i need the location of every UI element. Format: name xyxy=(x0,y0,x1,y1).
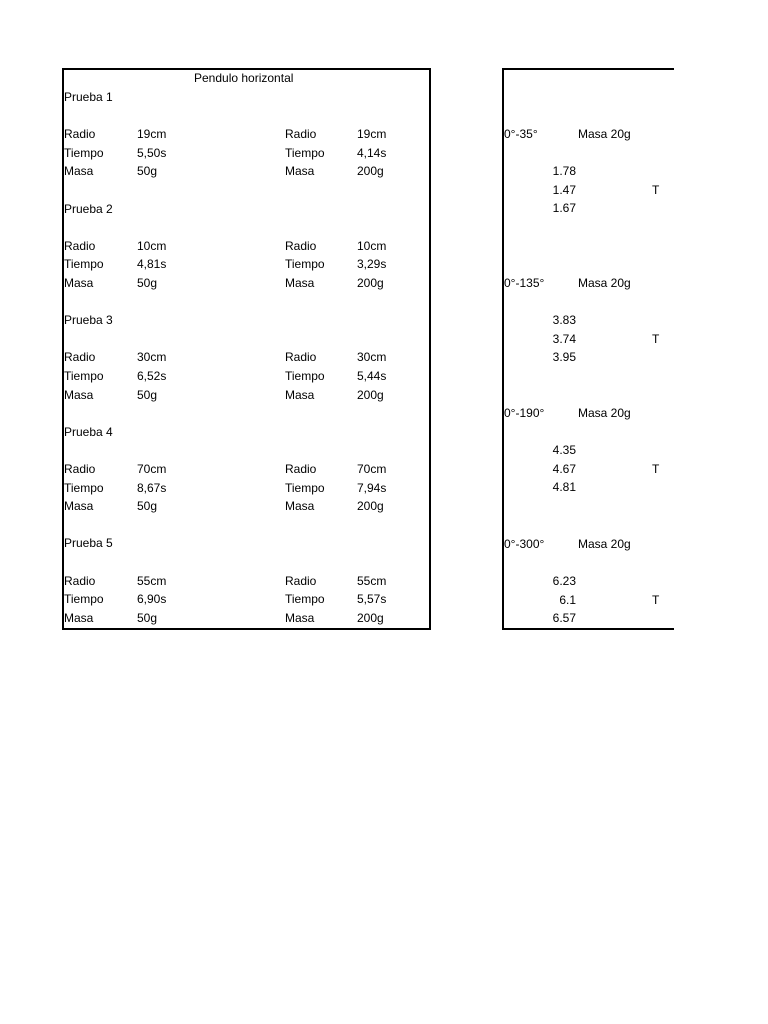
row-value: 50g xyxy=(137,499,158,514)
period-label: T xyxy=(652,182,660,197)
mass-label: Masa 20g xyxy=(578,406,631,420)
row-label: Tiempo xyxy=(285,369,325,383)
row-value: 30cm xyxy=(137,350,167,365)
row-label: Radio xyxy=(64,127,96,142)
angle-range: 0°-300° xyxy=(504,537,545,551)
measured-value: 1.67 xyxy=(552,201,576,216)
row-label: Masa xyxy=(64,610,94,625)
row-label: Radio xyxy=(64,573,96,588)
row-label: Masa xyxy=(285,164,315,179)
test-label: Prueba 3 xyxy=(64,313,113,328)
period-label: T xyxy=(652,331,660,346)
row-label: Masa xyxy=(64,164,94,179)
angle-range: 0°-35° xyxy=(504,127,538,141)
measured-value: 1.47 xyxy=(552,182,576,197)
row-value: 19cm xyxy=(137,127,167,142)
row-label: Tiempo xyxy=(285,257,325,272)
measured-value: 1.78 xyxy=(552,164,576,179)
row-value: 19cm xyxy=(357,127,387,142)
row-label: Tiempo xyxy=(285,145,325,160)
measured-value: 4.81 xyxy=(552,480,576,495)
row-value: 10cm xyxy=(137,238,167,253)
row-value: 4,14s xyxy=(357,145,387,160)
row-label: Radio xyxy=(285,573,317,588)
row-label: Tiempo xyxy=(64,145,104,160)
mass-label: Masa 20g xyxy=(578,127,631,141)
measured-value: 3.83 xyxy=(552,313,576,328)
row-value: 30cm xyxy=(357,350,387,365)
row-label: Tiempo xyxy=(64,369,104,383)
table-title: Pendulo horizontal xyxy=(194,71,294,85)
row-label: Radio xyxy=(64,350,96,365)
row-label: Masa xyxy=(285,610,315,625)
row-value: 200g xyxy=(357,610,384,625)
row-value: 70cm xyxy=(137,462,167,476)
row-value: 70cm xyxy=(357,462,387,476)
mass-label: Masa 20g xyxy=(578,537,631,551)
angle-range: 0°-190° xyxy=(504,406,545,420)
test-label: Prueba 1 xyxy=(64,90,113,104)
row-value: 50g xyxy=(137,276,158,290)
row-value: 50g xyxy=(137,387,158,402)
row-value: 200g xyxy=(357,164,384,179)
row-value: 6,52s xyxy=(137,369,167,383)
row-label: Radio xyxy=(285,462,317,476)
row-value: 3,29s xyxy=(357,257,387,272)
row-value: 5,57s xyxy=(357,592,387,607)
row-label: Masa xyxy=(64,499,94,514)
test-label: Prueba 4 xyxy=(64,424,113,439)
row-label: Masa xyxy=(64,387,94,402)
angle-range: 0°-135° xyxy=(504,276,545,290)
row-label: Masa xyxy=(285,499,315,514)
row-label: Radio xyxy=(64,238,96,253)
row-label: Radio xyxy=(285,350,317,365)
row-label: Radio xyxy=(64,462,96,476)
row-label: Masa xyxy=(64,276,94,290)
test-label: Prueba 5 xyxy=(64,536,113,551)
row-label: Tiempo xyxy=(285,592,325,607)
row-label: Tiempo xyxy=(64,480,104,495)
row-label: Masa xyxy=(285,276,315,290)
row-value: 55cm xyxy=(357,573,387,588)
row-value: 50g xyxy=(137,610,158,625)
period-label: T xyxy=(652,461,660,476)
row-value: 55cm xyxy=(137,573,167,588)
row-label: Tiempo xyxy=(64,257,104,272)
row-value: 7,94s xyxy=(357,480,387,495)
period-label: T xyxy=(652,592,660,607)
row-label: Masa xyxy=(285,387,315,402)
mass-label: Masa 20g xyxy=(578,276,631,290)
measured-value: 6.57 xyxy=(552,611,576,626)
row-label: Radio xyxy=(285,127,317,142)
measured-value: 3.74 xyxy=(552,331,576,346)
measured-value: 4.67 xyxy=(552,461,576,476)
row-value: 5,50s xyxy=(137,145,167,160)
row-value: 200g xyxy=(357,387,384,402)
row-label: Tiempo xyxy=(285,480,325,495)
row-value: 4,81s xyxy=(137,257,167,272)
measured-value: 4.35 xyxy=(552,443,576,458)
measured-value: 6.23 xyxy=(552,574,576,589)
row-value: 200g xyxy=(357,276,384,290)
row-value: 200g xyxy=(357,499,384,514)
row-value: 10cm xyxy=(357,238,387,253)
row-value: 5,44s xyxy=(357,369,387,383)
measured-value: 6.1 xyxy=(559,592,576,607)
test-label: Prueba 2 xyxy=(64,201,113,216)
measured-value: 3.95 xyxy=(552,350,576,365)
row-value: 6,90s xyxy=(137,592,167,607)
row-label: Radio xyxy=(285,238,317,253)
row-value: 50g xyxy=(137,164,158,179)
row-value: 8,67s xyxy=(137,480,167,495)
row-label: Tiempo xyxy=(64,592,104,607)
